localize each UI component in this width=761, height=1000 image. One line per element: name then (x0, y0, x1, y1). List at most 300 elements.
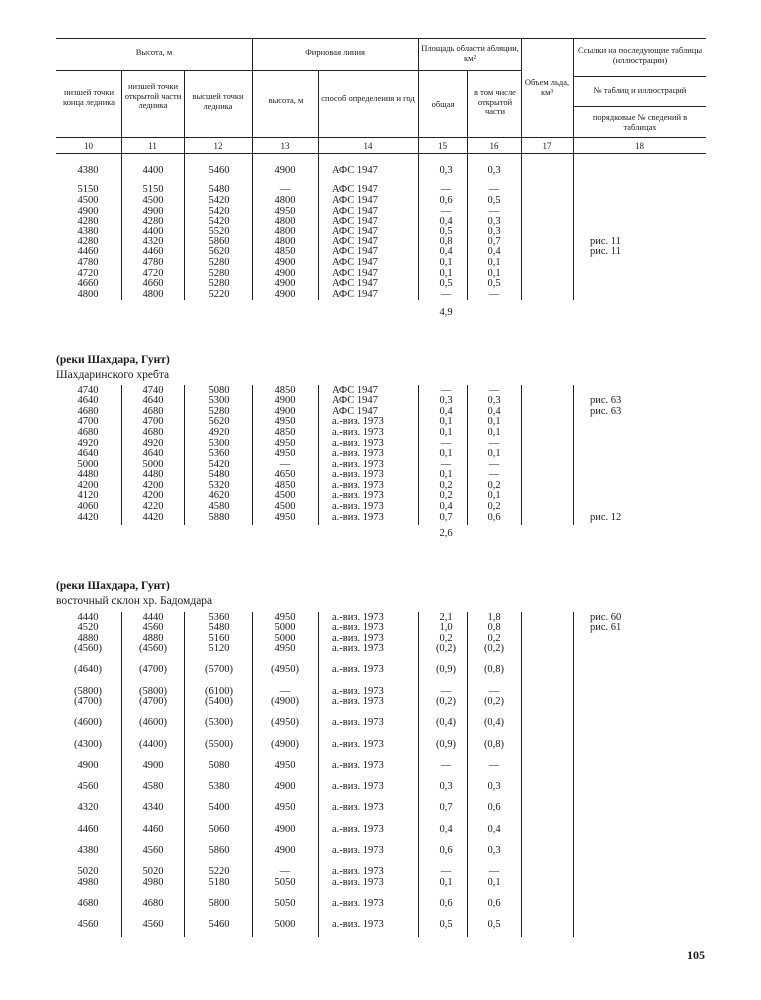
table-cell: 4900 (77, 206, 99, 217)
colnum-16: 16 (489, 141, 499, 151)
table-cell: 0,6 (487, 802, 501, 813)
table-cell: 4220 (142, 501, 164, 512)
table-cell: 4740 (77, 385, 99, 396)
table-cell: 0,3 (487, 395, 501, 406)
table-cell: 5420 (208, 206, 230, 217)
header-col10: низшей точки конца ледника (62, 87, 116, 107)
table-cell: 5120 (208, 643, 230, 654)
table-cell: 4850 (274, 246, 296, 257)
table-cell: 5400 (208, 802, 230, 813)
table-cell: 0,1 (487, 877, 501, 888)
table-cell: 4950 (274, 438, 296, 449)
table-cell: АФС 1947 (332, 236, 378, 247)
table-cell: 4560 (142, 919, 164, 930)
table-cell: а.-виз. 1973 (332, 480, 384, 491)
table-cell: 4850 (274, 427, 296, 438)
table-cell: 4560 (142, 622, 164, 633)
table-cell: 0,5 (439, 278, 453, 289)
table-cell: 5280 (208, 257, 230, 268)
table-cell: 5860 (208, 845, 230, 856)
body3-vsep-e (418, 612, 419, 937)
table-cell: 4460 (77, 246, 99, 257)
table-cell: 4900 (274, 824, 296, 835)
table-cell: — (488, 385, 500, 396)
table-cell: 5360 (208, 612, 230, 623)
table-cell: 4320 (77, 802, 99, 813)
table-cell: (4900) (271, 696, 299, 707)
body-vsep-d (318, 153, 319, 300)
table-cell: 4900 (274, 165, 296, 176)
table-cell: (5500) (205, 739, 233, 750)
table-cell: рис. 12 (590, 512, 622, 523)
section3-subtitle: восточный склон хр. Бадомдара (56, 595, 213, 607)
table-cell: — (488, 760, 500, 771)
table-cell: — (488, 438, 500, 449)
table-cell: 5000 (274, 633, 296, 644)
header-col13: высота, м (268, 95, 304, 105)
table-cell: 5080 (208, 385, 230, 396)
table-cell: 4640 (77, 448, 99, 459)
table-cell: 0,1 (439, 257, 453, 268)
table-cell: а.-виз. 1973 (332, 469, 384, 480)
table-cell: 0,2 (487, 633, 501, 644)
table-cell: 4850 (274, 480, 296, 491)
table-cell: 4660 (142, 278, 164, 289)
table-cell: 0,3 (487, 216, 501, 227)
table-cell: а.-виз. 1973 (332, 845, 384, 856)
table-cell: 0,7 (439, 512, 453, 523)
table-cell: 4420 (77, 512, 99, 523)
header-col17: Объем льда, км³ (524, 77, 570, 97)
table-cell: 4060 (77, 501, 99, 512)
table-cell: 4340 (142, 802, 164, 813)
table-cell: 0,8 (487, 622, 501, 633)
table-cell: 4120 (77, 490, 99, 501)
body3-vsep-a (121, 612, 122, 937)
table-cell: 4900 (274, 257, 296, 268)
table-cell: 0,3 (439, 781, 453, 792)
table-cell: 4900 (274, 781, 296, 792)
table-cell: 0,1 (487, 268, 501, 279)
table-cell: (0,2) (435, 696, 457, 707)
table-cell: 0,8 (439, 236, 453, 247)
table-cell: 5880 (208, 512, 230, 523)
table-cell: 0,5 (439, 226, 453, 237)
table-cell: а.-виз. 1973 (332, 919, 384, 930)
table-cell: 5380 (208, 781, 230, 792)
table-cell: АФС 1947 (332, 216, 378, 227)
table-cell: 5020 (77, 866, 99, 877)
table-cell: рис. 11 (590, 236, 621, 247)
table-cell: — (440, 289, 452, 300)
table-cell: 4800 (274, 226, 296, 237)
header-col18a: № таблиц и иллюстраций (593, 85, 687, 95)
table-cell: а.-виз. 1973 (332, 448, 384, 459)
table-cell: 5180 (208, 877, 230, 888)
table-cell: 4900 (274, 845, 296, 856)
table-cell: 0,6 (439, 898, 453, 909)
table-cell: 5160 (208, 633, 230, 644)
table-cell: а.-виз. 1973 (332, 459, 384, 470)
table-cell: (4600) (139, 717, 167, 728)
table-cell: 4640 (77, 395, 99, 406)
table-cell: 5000 (77, 459, 99, 470)
table-cell: 5480 (208, 622, 230, 633)
table-cell: 4780 (77, 257, 99, 268)
table-cell: 4200 (142, 480, 164, 491)
table-cell: 5220 (208, 289, 230, 300)
header-group-refs: Ссылки на последующие таблицы (иллюстрации) (577, 45, 703, 65)
table-cell: 0,1 (439, 448, 453, 459)
table-cell: 5050 (274, 877, 296, 888)
table-cell: 4580 (142, 781, 164, 792)
table-cell: 5080 (208, 760, 230, 771)
table-cell: 5420 (208, 195, 230, 206)
table-cell: 5150 (77, 184, 99, 195)
table-cell: 4680 (142, 898, 164, 909)
table-cell: — (440, 206, 452, 217)
header-col11: низшей точки открытой части ледника (124, 81, 182, 110)
section3-title: (реки Шахдара, Гунт) (56, 580, 170, 592)
table-cell: 5280 (208, 406, 230, 417)
body-vsep-e (418, 153, 419, 300)
table-cell: — (440, 184, 452, 195)
table-cell: (4950) (271, 664, 299, 675)
table-cell: 0,2 (487, 501, 501, 512)
table-cell: — (440, 686, 452, 697)
table-cell: 0,1 (487, 416, 501, 427)
table-cell: 0,4 (439, 216, 453, 227)
table-cell: а.-виз. 1973 (332, 898, 384, 909)
table-cell: (4560) (139, 643, 167, 654)
table-cell: а.-виз. 1973 (332, 781, 384, 792)
table-cell: (5400) (205, 696, 233, 707)
table-cell: 0,7 (439, 802, 453, 813)
header-col15: общая (431, 99, 455, 109)
table-cell: 4420 (142, 512, 164, 523)
table-cell: (0,2) (483, 696, 505, 707)
table-cell: 5460 (208, 919, 230, 930)
table-cell: 0,5 (487, 195, 501, 206)
table-cell: 4900 (274, 395, 296, 406)
table-cell: 4460 (142, 246, 164, 257)
table-cell: — (279, 866, 291, 877)
table-cell: 4800 (77, 289, 99, 300)
table-cell: 4850 (274, 385, 296, 396)
table-cell: 0,5 (439, 919, 453, 930)
table-cell: 4900 (274, 289, 296, 300)
table-cell: 5860 (208, 236, 230, 247)
table-cell: 0,1 (487, 427, 501, 438)
table-cell: 4560 (142, 845, 164, 856)
table-cell: — (488, 206, 500, 217)
table-cell: (4400) (139, 739, 167, 750)
table-cell: 4680 (77, 898, 99, 909)
body2-vsep-a (121, 385, 122, 525)
table-cell: 5000 (274, 919, 296, 930)
section2-subtitle: Шахдаринского хребта (56, 369, 170, 381)
table-cell: 0,4 (439, 246, 453, 257)
body3-vsep-d (318, 612, 319, 937)
table-cell: 0,2 (487, 480, 501, 491)
header-refs-sub-rule (573, 106, 706, 107)
table-cell: АФС 1947 (332, 268, 378, 279)
colnum-14: 14 (363, 141, 373, 151)
table-cell: 0,6 (487, 898, 501, 909)
body-vsep-a (121, 153, 122, 300)
block2-total: 2,6 (439, 528, 453, 539)
table-cell: 4980 (142, 877, 164, 888)
table-cell: — (488, 866, 500, 877)
body3-vsep-g (521, 612, 522, 937)
table-cell: 5280 (208, 278, 230, 289)
table-cell: а.-виз. 1973 (332, 824, 384, 835)
table-cell: АФС 1947 (332, 289, 378, 300)
table-cell: 4920 (208, 427, 230, 438)
table-cell: а.-виз. 1973 (332, 686, 384, 697)
table-cell: 0,1 (439, 427, 453, 438)
table-cell: 4920 (142, 438, 164, 449)
table-cell: АФС 1947 (332, 385, 378, 396)
table-cell: 4380 (77, 845, 99, 856)
table-cell: 4460 (77, 824, 99, 835)
table-cell: 4950 (274, 802, 296, 813)
table-cell: 4780 (142, 257, 164, 268)
table-cell: (0,2) (483, 643, 505, 654)
header-mid-rule-refs (573, 76, 706, 77)
table-cell: 5480 (208, 184, 230, 195)
table-cell: 4320 (142, 236, 164, 247)
body-vsep-c (252, 153, 253, 300)
table-cell: — (488, 469, 500, 480)
header-bottom-rule (56, 137, 706, 138)
table-cell: 5620 (208, 246, 230, 257)
colnum-bottom-rule (56, 153, 706, 154)
table-cell: а.-виз. 1973 (332, 696, 384, 707)
table-cell: а.-виз. 1973 (332, 739, 384, 750)
table-cell: 0,4 (439, 501, 453, 512)
table-cell: 4950 (274, 643, 296, 654)
table-cell: (0,2) (435, 643, 457, 654)
table-cell: рис. 60 (590, 612, 622, 623)
table-cell: 4900 (142, 206, 164, 217)
table-cell: АФС 1947 (332, 206, 378, 217)
table-cell: (4950) (271, 717, 299, 728)
table-cell: 0,3 (487, 845, 501, 856)
table-cell: 5360 (208, 448, 230, 459)
table-cell: 0,6 (439, 195, 453, 206)
table-cell: (0,8) (483, 739, 505, 750)
colnum-15: 15 (438, 141, 447, 151)
table-cell: а.-виз. 1973 (332, 622, 384, 633)
table-cell: 0,2 (439, 633, 453, 644)
table-cell: 4280 (77, 216, 99, 227)
table-cell: 0,4 (487, 406, 501, 417)
table-cell: а.-виз. 1973 (332, 664, 384, 675)
header-col18b: порядковые № сведений в таблицах (592, 112, 688, 132)
table-cell: (4700) (139, 696, 167, 707)
colnum-12: 12 (213, 141, 223, 151)
table-cell: 4440 (142, 612, 164, 623)
body2-vsep-c (252, 385, 253, 525)
table-cell: 0,3 (487, 226, 501, 237)
table-cell: 4480 (142, 469, 164, 480)
table-cell: 0,6 (439, 845, 453, 856)
table-cell: 4640 (142, 448, 164, 459)
table-cell: 4900 (77, 760, 99, 771)
table-cell: 4900 (274, 406, 296, 417)
table-cell: — (440, 438, 452, 449)
table-cell: 4700 (77, 416, 99, 427)
table-cell: 4800 (142, 289, 164, 300)
table-cell: (0,4) (483, 717, 505, 728)
table-cell: 4950 (274, 512, 296, 523)
table-cell: (4900) (271, 739, 299, 750)
table-cell: (4300) (74, 739, 102, 750)
table-cell: — (440, 459, 452, 470)
header-group-firn: Фирновая линия (305, 47, 365, 57)
table-cell: 0,1 (439, 469, 453, 480)
table-cell: 4280 (142, 216, 164, 227)
table-cell: АФС 1947 (332, 184, 378, 195)
table-cell: 4400 (142, 226, 164, 237)
table-cell: 4380 (77, 226, 99, 237)
header-group-height: Высота, м (135, 47, 173, 57)
table-cell: 4560 (77, 781, 99, 792)
table-cell: 4880 (142, 633, 164, 644)
table-cell: 0,1 (439, 268, 453, 279)
table-cell: 5050 (274, 898, 296, 909)
table-cell: 5150 (142, 184, 164, 195)
block1-total: 4,9 (439, 307, 453, 318)
table-cell: 0,5 (487, 278, 501, 289)
table-cell: 0,3 (439, 395, 453, 406)
table-cell: 4800 (274, 236, 296, 247)
table-cell: 4500 (77, 195, 99, 206)
table-cell: 4800 (274, 216, 296, 227)
header-col16: в том числе открытой части (474, 87, 516, 116)
table-cell: 0,4 (487, 246, 501, 257)
header-mid-rule (56, 70, 521, 71)
table-cell: 4650 (274, 469, 296, 480)
table-cell: (5700) (205, 664, 233, 675)
table-cell: 4200 (142, 490, 164, 501)
table-cell: 0,1 (487, 490, 501, 501)
table-cell: 4680 (77, 406, 99, 417)
body3-vsep-c (252, 612, 253, 937)
table-cell: 4560 (77, 919, 99, 930)
table-cell: 4700 (142, 416, 164, 427)
table-cell: 5620 (208, 416, 230, 427)
table-cell: а.-виз. 1973 (332, 802, 384, 813)
table-cell: (6100) (205, 686, 233, 697)
table-cell: — (488, 289, 500, 300)
table-cell: 4440 (77, 612, 99, 623)
table-cell: 0,3 (487, 165, 501, 176)
body2-vsep-g (521, 385, 522, 525)
table-cell: 4720 (77, 268, 99, 279)
table-cell: а.-виз. 1973 (332, 438, 384, 449)
body2-vsep-h (573, 385, 574, 525)
table-cell: 4280 (77, 236, 99, 247)
table-cell: 4580 (208, 501, 230, 512)
table-cell: 4520 (77, 622, 99, 633)
table-cell: 4200 (77, 480, 99, 491)
table-cell: рис. 61 (590, 622, 622, 633)
table-cell: рис. 63 (590, 395, 622, 406)
table-cell: 4950 (274, 448, 296, 459)
vsep-e (418, 38, 419, 153)
table-cell: АФС 1947 (332, 257, 378, 268)
table-cell: — (488, 459, 500, 470)
body2-vsep-d (318, 385, 319, 525)
table-cell: (4700) (139, 664, 167, 675)
table-cell: 0,4 (439, 406, 453, 417)
table-cell: 4920 (77, 438, 99, 449)
table-cell: (4700) (74, 696, 102, 707)
table-cell: 0,3 (487, 781, 501, 792)
table-cell: (0,9) (435, 664, 457, 675)
body2-vsep-e (418, 385, 419, 525)
table-cell: 1,8 (487, 612, 501, 623)
table-cell: 0,2 (439, 490, 453, 501)
table-cell: 4900 (274, 278, 296, 289)
table-cell: 0,1 (487, 257, 501, 268)
table-cell: 4950 (274, 416, 296, 427)
table-cell: 4640 (142, 395, 164, 406)
body-vsep-g (521, 153, 522, 300)
table-cell: 4480 (77, 469, 99, 480)
table-cell: 4950 (274, 206, 296, 217)
body-vsep-h (573, 153, 574, 300)
table-cell: (0,8) (483, 664, 505, 675)
table-cell: рис. 11 (590, 246, 621, 257)
table-cell: — (440, 385, 452, 396)
body2-vsep-b (184, 385, 185, 525)
table-cell: 5060 (208, 824, 230, 835)
table-cell: 5420 (208, 216, 230, 227)
table-cell: рис. 63 (590, 406, 622, 417)
table-cell: 4500 (274, 501, 296, 512)
table-cell: АФС 1947 (332, 246, 378, 257)
table-cell: а.-виз. 1973 (332, 427, 384, 438)
table-cell: 0,3 (439, 165, 453, 176)
colnum-11: 11 (148, 141, 157, 151)
table-cell: а.-виз. 1973 (332, 717, 384, 728)
header-col14: способ определения и год (321, 93, 415, 103)
table-cell: (5800) (139, 686, 167, 697)
table-cell: а.-виз. 1973 (332, 501, 384, 512)
table-cell: (5300) (205, 717, 233, 728)
table-cell: — (279, 686, 291, 697)
table-cell: а.-виз. 1973 (332, 416, 384, 427)
table-cell: 4980 (77, 877, 99, 888)
table-cell: 4800 (274, 195, 296, 206)
table-cell: 4660 (77, 278, 99, 289)
table-cell: 4500 (142, 195, 164, 206)
table-cell: 4740 (142, 385, 164, 396)
table-cell: 4950 (274, 760, 296, 771)
header-top-rule (56, 38, 706, 39)
table-cell: а.-виз. 1973 (332, 612, 384, 623)
table-cell: 5300 (208, 395, 230, 406)
table-cell: 0,1 (487, 448, 501, 459)
table-cell: а.-виз. 1973 (332, 760, 384, 771)
body2-vsep-f (467, 385, 468, 525)
table-cell: 4680 (142, 406, 164, 417)
table-cell: АФС 1947 (332, 278, 378, 289)
table-cell: 4400 (142, 165, 164, 176)
